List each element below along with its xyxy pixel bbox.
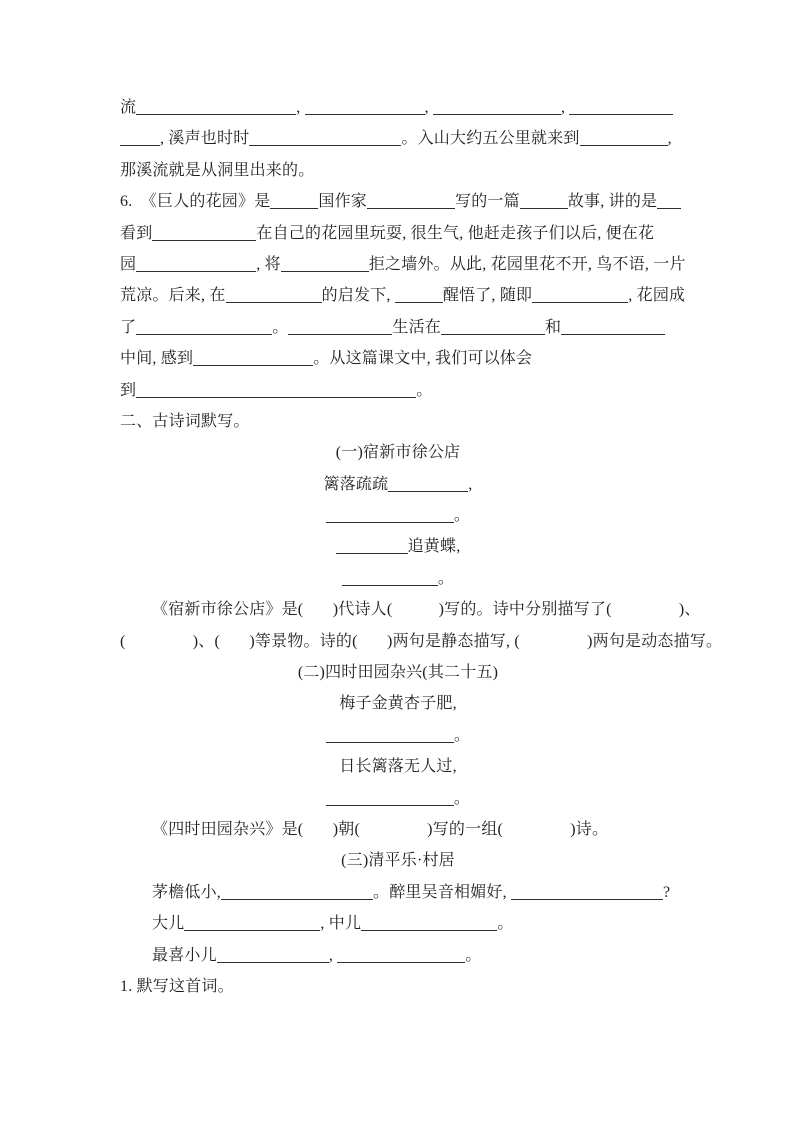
line-text: 到: [120, 381, 137, 399]
poem3-line-2: [120, 908, 676, 939]
line-text: 。: [453, 789, 471, 807]
line-text: 看到: [120, 224, 153, 242]
line-text: ,: [561, 99, 570, 116]
line-text: ,: [468, 475, 473, 493]
fill-in-blank: [441, 319, 545, 335]
fill-in-blank: [184, 915, 320, 931]
line-text: 荒凉。后来, 在: [120, 287, 226, 305]
fill-in-blank: [226, 287, 322, 303]
line-text: 醒悟了, 随即: [442, 287, 533, 305]
fill-in-blank: [305, 99, 425, 115]
fill-in-blank: [520, 193, 568, 209]
line-text: , 将: [256, 255, 281, 273]
line-text: ,: [328, 946, 338, 964]
poem1-line-3: [120, 531, 676, 562]
q6-line-1: [120, 186, 676, 217]
q6-line-5: [120, 312, 676, 343]
line-text: 6. 《巨人的花园》是: [120, 193, 271, 211]
poem1-line-2: [120, 500, 676, 531]
poem1-question-line-1: [120, 594, 701, 625]
poem2-line-4: [120, 783, 676, 814]
line-text: , 花园成: [628, 287, 686, 305]
poem3-title: [120, 845, 676, 876]
line-text: 。: [272, 318, 289, 336]
poem2-line-2: [120, 720, 676, 751]
line-text: 《四时田园杂兴》是( )朝( )写的一组( )诗。: [152, 820, 609, 838]
line-text: 。从这篇课文中, 我们可以体会: [313, 350, 533, 368]
fill-in-blank: [326, 790, 454, 806]
line-text: 梅子金黄杏子肥,: [339, 695, 457, 713]
line-text: 。入山大约五公里就来到: [401, 130, 580, 148]
fill-in-blank: [561, 319, 665, 335]
q6-line-3: [120, 249, 686, 280]
poem1-line-1: [120, 469, 676, 500]
fill-in-blank: [361, 915, 497, 931]
line-text: 园: [120, 255, 137, 273]
fill-in-blank: [433, 99, 561, 115]
line-text: ,: [667, 130, 672, 148]
fill-in-blank: [136, 256, 256, 272]
line-text: 生活在: [392, 318, 442, 336]
poem1-line-4: [120, 563, 676, 594]
fill-in-blank: [342, 570, 438, 586]
poem3-line-3: [120, 940, 676, 971]
poem2-title: [120, 657, 676, 688]
fill-in-blank: [152, 225, 256, 241]
line-text: ( )、( )等景物。诗的( )两句是静态描写, ( )两句是动态描写。: [120, 632, 723, 650]
worksheet-content: [120, 92, 723, 1002]
line-text: 大儿: [152, 915, 185, 933]
line-text: 了: [120, 318, 137, 336]
line-text: 。: [416, 381, 433, 399]
fill-in-blank: [288, 319, 392, 335]
line-text: 写的一篇: [455, 193, 520, 211]
poem3-line-1: [120, 877, 676, 908]
fill-in-blank: [270, 193, 318, 209]
line-text: 和: [545, 318, 562, 336]
line-text: 茅檐低小,: [152, 883, 222, 901]
fill-in-blank: [193, 350, 313, 366]
fill-in-blank: [388, 476, 468, 492]
section-2-heading: [120, 406, 676, 437]
line-text: 最喜小儿: [152, 946, 217, 964]
fill-in-blank: [221, 884, 373, 900]
line-text: 二、古诗词默写。: [120, 412, 250, 430]
line-text: , 中儿: [320, 915, 362, 933]
line-text: (三)清平乐·村居: [341, 852, 455, 870]
fill-in-blank: [249, 130, 401, 146]
line-text: 。: [437, 569, 455, 587]
fill-in-blank: [532, 287, 628, 303]
line-text: 在自己的花园里玩耍, 很生气, 他赶走孩子们以后, 便在花: [256, 224, 655, 242]
fill-in-blank: [569, 99, 673, 115]
q5-line-3: [120, 155, 676, 186]
poem2-question: [120, 814, 676, 845]
fill-in-blank: [217, 947, 329, 963]
fill-in-blank: [120, 130, 160, 146]
line-text: 1. 默写这首词。: [120, 977, 234, 995]
fill-in-blank: [136, 382, 416, 398]
fill-in-blank: [657, 193, 681, 209]
fill-in-blank: [395, 287, 443, 303]
fill-in-blank: [367, 193, 455, 209]
line-text: 国作家: [318, 193, 368, 211]
line-text: 那溪流就是从洞里出来的。: [120, 161, 315, 179]
fill-in-blank: [136, 99, 296, 115]
fill-in-blank: [281, 256, 369, 272]
line-text: 故事, 讲的是: [567, 193, 658, 211]
q6-line-6: [120, 343, 676, 374]
fill-in-blank: [511, 884, 663, 900]
line-text: (二)四时田园杂兴(其二十五): [297, 664, 499, 682]
line-text: 。醉里吴音相媚好,: [373, 883, 512, 901]
q6-line-4: [120, 280, 686, 311]
line-text: ?: [663, 883, 671, 901]
q6-line-7: [120, 375, 676, 406]
line-text: (一)宿新市徐公店: [335, 444, 461, 462]
fill-in-blank: [580, 130, 668, 146]
fill-in-blank: [326, 727, 454, 743]
q5-line-2: [120, 123, 676, 154]
line-text: 。: [497, 915, 514, 933]
line-text: 。: [453, 726, 471, 744]
poem2-line-1: [120, 688, 676, 719]
poem1-question-line-2: [120, 626, 723, 657]
line-text: 篱落疏疏: [323, 475, 389, 493]
fill-in-blank: [136, 319, 272, 335]
q6-line-2: [120, 218, 676, 249]
q5-line-1: [120, 92, 676, 123]
line-text: 。: [453, 507, 471, 525]
line-text: 。: [465, 946, 482, 964]
line-text: 拒之墙外。从此, 花园里花不开, 鸟不语, 一片: [368, 255, 686, 273]
line-text: 追黄蝶,: [407, 538, 461, 556]
fill-in-blank: [337, 947, 465, 963]
poem1-title: [120, 437, 676, 468]
line-text: ,: [296, 99, 305, 116]
subquestion-1: [120, 971, 676, 1002]
poem2-line-3: [120, 751, 676, 782]
line-text: 日长篱落无人过,: [339, 758, 457, 776]
line-text: , 溪声也时时: [160, 130, 250, 148]
line-text: 《宿新市徐公店》是( )代诗人( )写的。诗中分别描写了( )、: [152, 601, 701, 619]
line-text: 的启发下,: [321, 287, 395, 305]
line-text: 流: [120, 99, 137, 116]
line-text: ,: [424, 99, 434, 116]
line-text: 中间, 感到: [120, 350, 194, 368]
fill-in-blank: [326, 507, 454, 523]
fill-in-blank: [336, 538, 408, 554]
